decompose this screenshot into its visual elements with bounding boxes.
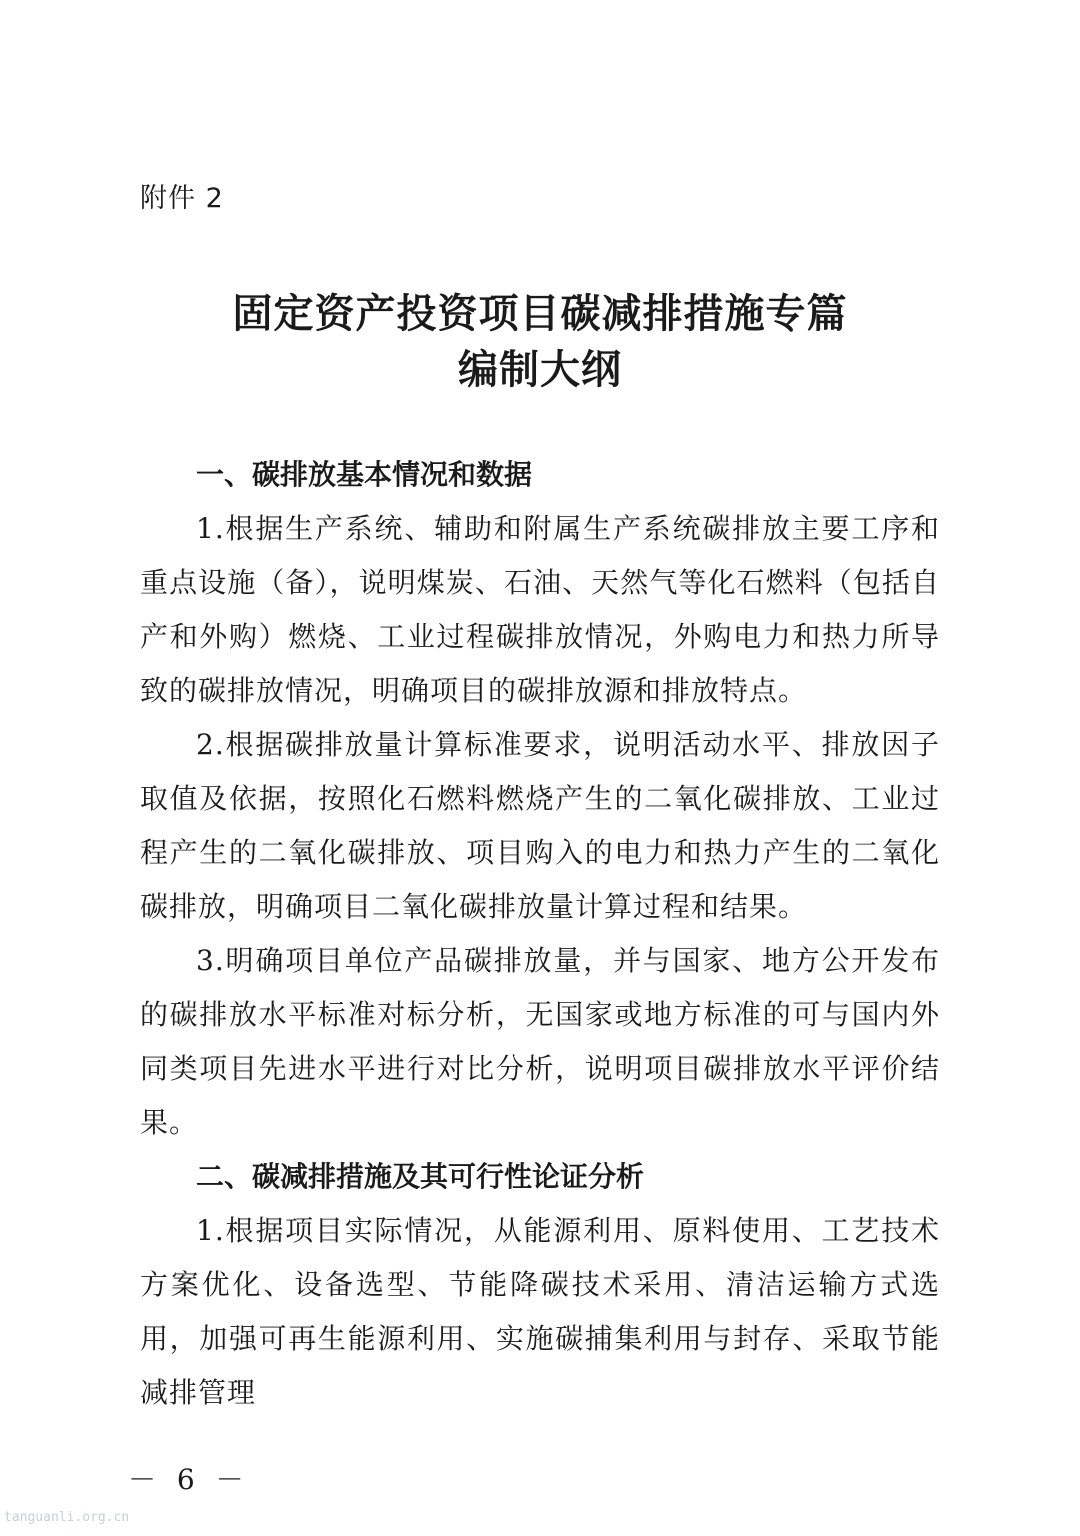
section-1	[140, 448, 940, 1150]
section-heading: 一、碳排放基本情况和数据	[196, 458, 533, 491]
watermark: tanguanli.org.cn	[4, 1510, 130, 1525]
paragraph: 1.根据生产系统、辅助和附属生产系统碳排放主要工序和重点设施（备），说明煤炭、石油、天然气等化石燃料（包括自产和外购）燃烧、工业过程碳排放情况，外购电力和热力所导致的碳排放情况，明确项目的碳排放源和排放特点。	[140, 512, 940, 707]
document-title-line2: 编制大纲	[458, 347, 622, 393]
section-heading: 二、碳减排措施及其可行性论证分析	[196, 1160, 645, 1193]
paragraph: 1.根据项目实际情况，从能源利用、原料使用、工艺技术方案优化、设备选型、节能降碳技术采用、清洁运输方式选用，加强可再生能源利用、实施碳捕集利用与封存、采取节能减排管理	[140, 1214, 940, 1409]
page-number: － 6 －	[128, 1463, 250, 1496]
section-2	[140, 1150, 940, 1420]
paragraph: 2.根据碳排放量计算标准要求，说明活动水平、排放因子取值及依据，按照化石燃料燃烧产生的二氧化碳排放、工业过程产生的二氧化碳排放、项目购入的电力和热力产生的二氧化碳排放，明确项目二氧化碳排放量计算过程和结果。	[140, 728, 940, 923]
document-title-line1: 固定资产投资项目碳减排措施专篇	[232, 291, 848, 337]
attachment-label: 附件 2	[140, 183, 224, 214]
document-body	[140, 448, 940, 1420]
paragraph: 3.明确项目单位产品碳排放量，并与国家、地方公开发布的碳排放水平标准对标分析，无国家或地方标准的可与国内外同类项目先进水平进行对比分析，说明项目碳排放水平评价结果。	[140, 944, 940, 1139]
